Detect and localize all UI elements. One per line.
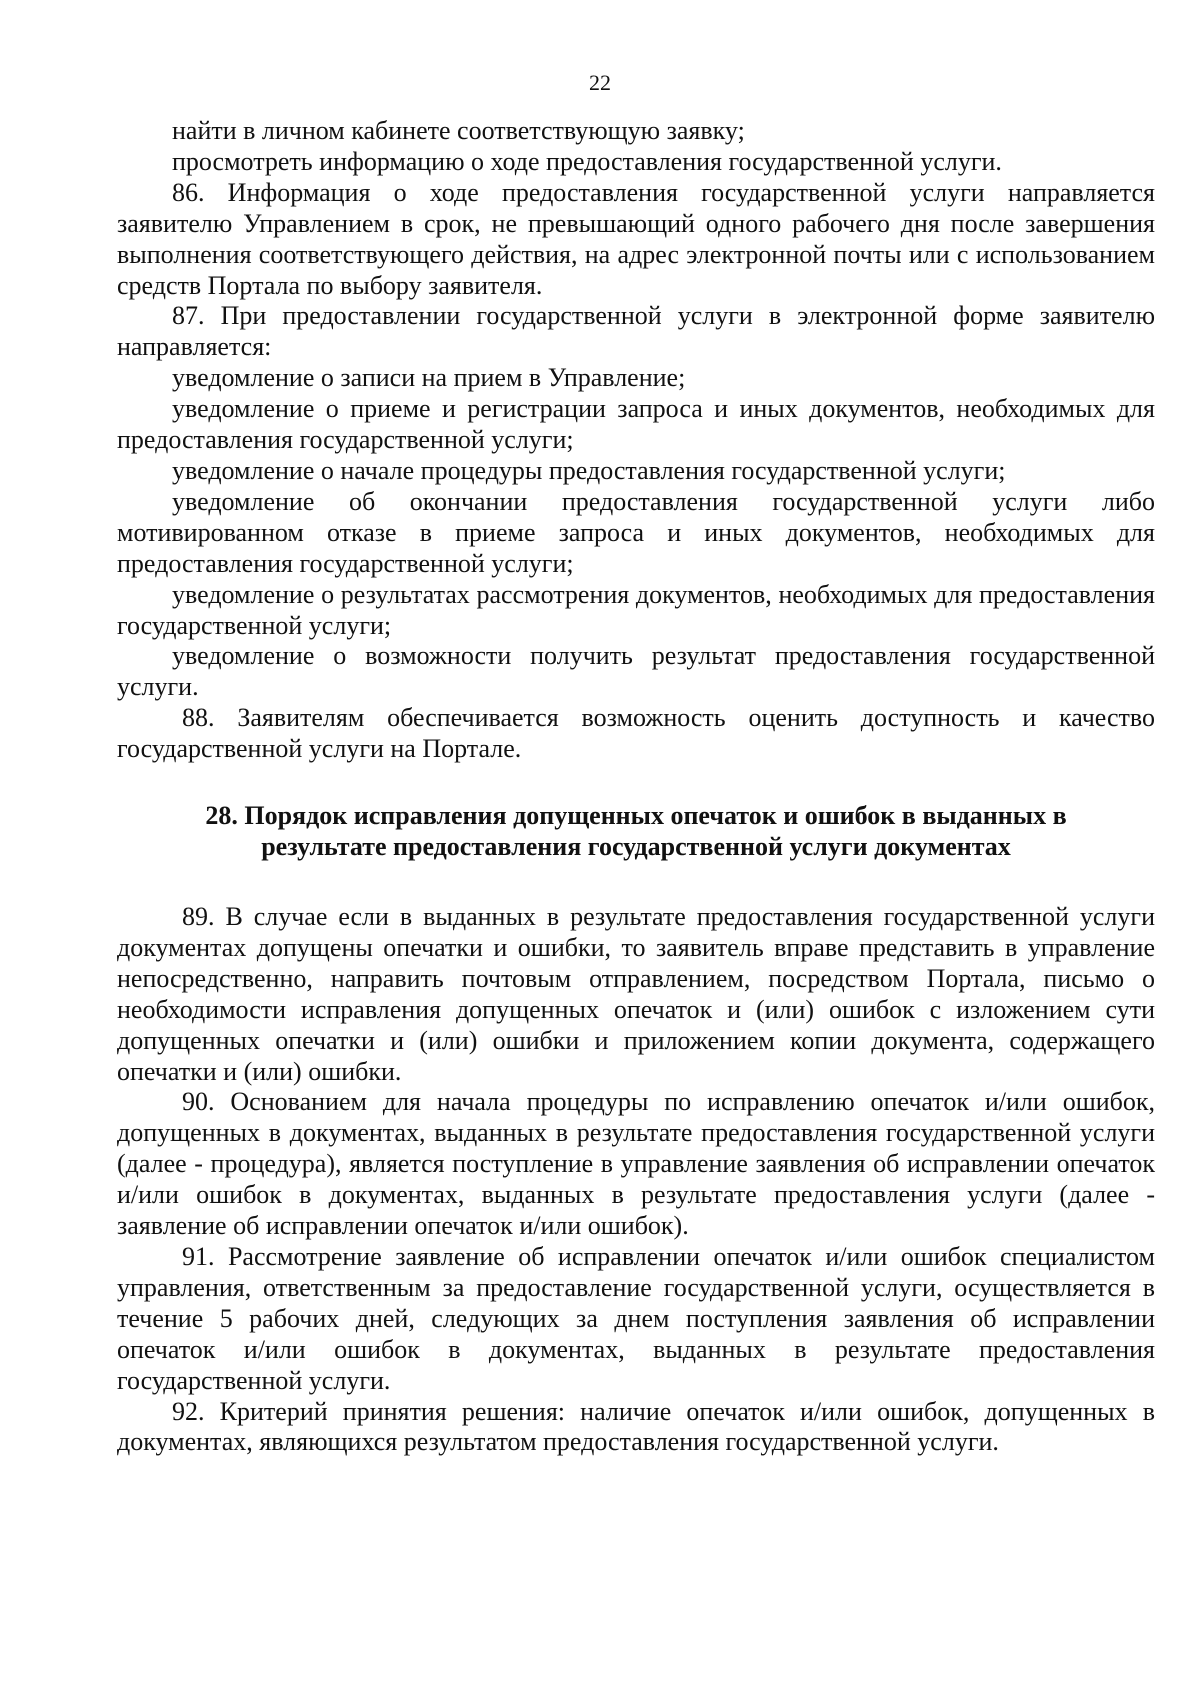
paragraph-91: 91. Рассмотрение заявление об исправлении опечаток и/или ошибок специалистом управления, ответственным за предоставление государственной услуги, осуществляется в течение 5 рабочих дней, следующих за днем поступления заявления об исправлении опечаток и/или ошибок в документах, выданных в результате предоставления государственной услуги.	[117, 1242, 1155, 1395]
list-item: уведомление о возможности получить результат предоставления государственной услуги.	[117, 641, 1155, 702]
paragraph-88: 88. Заявителям обеспечивается возможность оценить доступность и качество государственной услуги на Портале.	[117, 703, 1155, 764]
paragraph: найти в личном кабинете соответствующую заявку;	[172, 116, 745, 145]
section-heading: 28. Порядок исправления допущенных опечаток и ошибок в выданных в результате предоставления государственной услуги документах	[205, 801, 1067, 862]
list-item: уведомление о результатах рассмотрения документов, необходимых для предоставления государственной услуги;	[117, 579, 1155, 640]
list-item: уведомление о начале процедуры предоставления государственной услуги;	[172, 455, 1006, 485]
paragraph-90: 90. Основанием для начала процедуры по исправлению опечаток и/или ошибок, допущенных в документах, выданных в результате предоставления государственной услуги (далее - процедура), является поступление в управление заявления об исправлении опечаток и/или ошибок в документах, выданных в результате предоставления услуги (далее - заявление об исправлении опечаток и/или ошибок).	[117, 1087, 1155, 1241]
page-number: 22	[589, 70, 611, 95]
paragraph-92: 92. Критерий принятия решения: наличие опечаток и/или ошибок, допущенных в документах, являющихся результатом предоставления государственной услуги.	[117, 1396, 1155, 1457]
paragraph-86: 86. Информация о ходе предоставления государственной услуги направляется заявителю Управлением в срок, не превышающий одного рабочего дня после завершения выполнения соответствующего действия, на адрес электронной почты или с использованием средств Портала по выбору заявителя.	[117, 177, 1155, 300]
list-item: уведомление о записи на прием в Управление;	[172, 363, 686, 393]
paragraph-89: 89. В случае если в выданных в результате предоставления государственной услуги документах допущены опечатки и ошибки, то заявитель вправе представить в управление непосредственно, направить почтовым отправлением, посредством Портала, письмо о необходимости исправления допущенных опечаток и (или) ошибок с изложением сути допущенных опечатки и (или) ошибки и приложением копии документа, содержащего опечатки и (или) ошибки.	[117, 902, 1155, 1086]
paragraph: просмотреть информацию о ходе предоставления государственной услуги.	[172, 146, 1002, 176]
list-item: уведомление об окончании предоставления государственной услуги либо мотивированном отказе в приеме запроса и иных документов, необходимых для предоставления государственной услуги;	[117, 486, 1155, 578]
document-body	[117, 116, 1155, 1458]
paragraph-87: 87. При предоставлении государственной услуги в электронной форме заявителю направляется:	[117, 301, 1155, 362]
list-item: уведомление о приеме и регистрации запроса и иных документов, необходимых для предоставления государственной услуги;	[117, 394, 1155, 455]
